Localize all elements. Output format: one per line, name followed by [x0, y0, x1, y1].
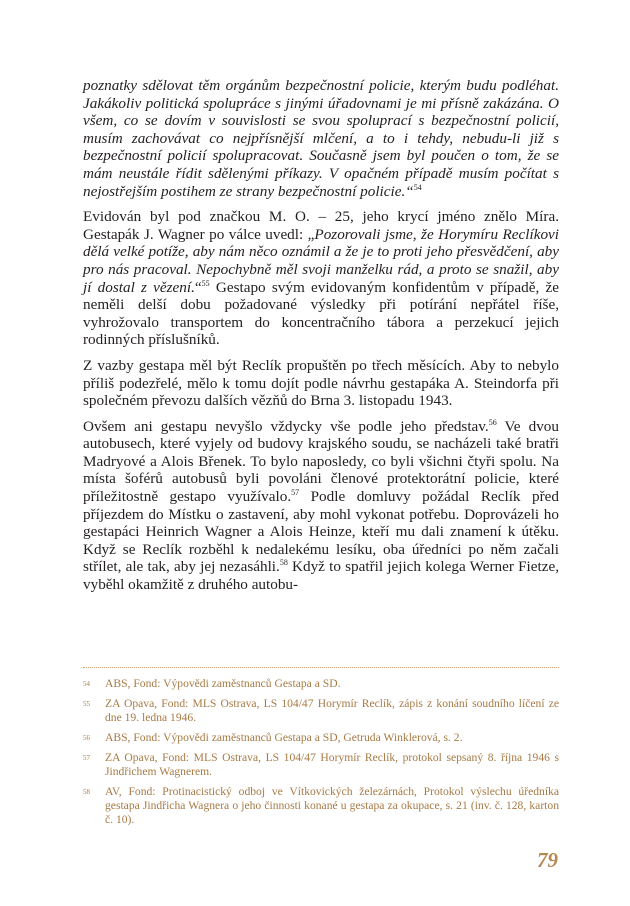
footnote-text: ZA Opava, Fond: MLS Ostrava, LS 104/47 Horymír Reclík, zápis z konání soudního líčení ze dne 19. ledna 1946.: [105, 697, 559, 724]
body-text-run: Z vazby gestapa měl být Reclík propuštěn po třech měsících. Aby to nebylo příliš podezřelé, mělo k tomu dojít podle návrhu gestapáka A. Steindorfa při společném převozu dalších vězňů do Brna 3. listopadu 1943.: [83, 356, 559, 410]
body-text-run: Ovšem ani gestapu nevyšlo vždycky vše podle jeho představ.: [83, 417, 489, 435]
footnote-text: AV, Fond: Protinacistický odboj ve Vítkovických železárnách, Protokol výslechu úředníka gestapa Jindřicha Wagnera o jeho činnosti konané u gestapa za okupace, s. 21 (inv. č. 128, karton č. 10).: [105, 785, 559, 826]
footnote-number: 56: [83, 734, 90, 742]
footnote-reference[interactable]: 56: [488, 417, 497, 427]
body-text-run: Když to spatřil jejich kolega Werner Fietze, vyběhl okamžitě z druhého autobu-: [83, 558, 560, 594]
body-text-run: “: [194, 278, 202, 296]
page-number: 79: [537, 848, 558, 872]
footnote-number: 58: [83, 788, 90, 796]
footnote-reference[interactable]: 57: [291, 488, 300, 498]
paragraph: [83, 418, 559, 594]
body-text-run: Evidován byl pod značkou M. O. – 25, jeho krycí jméno znělo Míra. Gestapák J. Wagner po válce uvedl: „: [83, 208, 559, 243]
footnote-text: ZA Opava, Fond: MLS Ostrava, LS 104/47 Horymír Reclík, protokol sepsaný 8. října 1946 s Jindřichem Wagnerem.: [105, 751, 559, 778]
footnotes: [83, 677, 559, 833]
footnote-number: 54: [83, 680, 90, 688]
body-text-run: Gestapo svým evidovaným konfidentům v případě, že neměli delší dobu požadované výsledky při potírání nepřátel říše, vyhrožovalo transportem do koncentračního tábora a perzekucí jejich rodinných příslušníků.: [83, 278, 559, 349]
footnote-reference[interactable]: 58: [279, 558, 288, 568]
footnote: [83, 697, 559, 725]
paragraph: [83, 77, 559, 200]
footnote-reference[interactable]: 55: [201, 278, 210, 288]
footnote-number: 57: [83, 754, 90, 762]
footnote: [83, 731, 559, 745]
footnote-reference[interactable]: 54: [413, 182, 422, 192]
main-text: [83, 77, 559, 602]
footnote: [83, 751, 559, 779]
footnote: [83, 677, 559, 691]
paragraph: [83, 357, 559, 410]
footnote-divider: [83, 667, 559, 668]
body-text-run: Podle domluvy požádal Reclík před příjezdem do Místku o zastavení, aby mohl vykonat potřebu. Doprovázeli ho gestapáci Heinrich Wagner a Alois Heinze, kteří mu dali znamení k útěku. Když se Reclík rozběhl k nedalekému lesíku, oba úředníci po něm začali střílet, ale tak, aby jej nezasáhli.: [83, 488, 559, 576]
quoted-text: Pozorovali jsme, že Horymíru Reclíkovi dělá velké potíže, aby nám něco oznámil a že je to proti jeho přesvědčení, aby pro nás pracoval. Nepochybně měl svoji manželku rád, a proto se snažil, aby jí dostal z vězení.: [83, 225, 559, 296]
footnote-number: 55: [83, 700, 90, 708]
footnote-text: ABS, Fond: Výpovědi zaměstnanců Gestapa a SD.: [105, 677, 341, 690]
paragraph: [83, 208, 559, 349]
footnote-text: ABS, Fond: Výpovědi zaměstnanců Gestapa a SD, Getruda Winklerová, s. 2.: [105, 731, 463, 744]
quoted-text: poznatky sdělovat těm orgánům bezpečnostní policie, kterým budu podléhat. Jakákoliv politická spolupráce s jinými úřadovnami je mi přísně zakázána. O všem, co se dovím v souvislosti se svou spoluprací s bezpečnostní policií, musím zachovávat co nejpřísnější mlčení, a to i tehdy, nebudu-li již s bezpečnostní policií spolupracovat. Současně jsem byl poučen o tom, že se mám neustále řídit sdělenými příkazy. V opačném případě musím počítat s nejostřejším postihem ze strany bezpečnostní policie.“: [83, 77, 559, 200]
body-text-run: Ve dvou autobusech, které vyjely od budovy krajského soudu, se nacházeli také bratři Madryové a Alois Břenek. To bylo naposledy, co byli všichni čtyři spolu. Na místa šoférů autobusů byli povoláni členové protektorátní policie, které příležitostně gestapo využívalo.: [83, 417, 559, 506]
footnote: [83, 785, 559, 827]
